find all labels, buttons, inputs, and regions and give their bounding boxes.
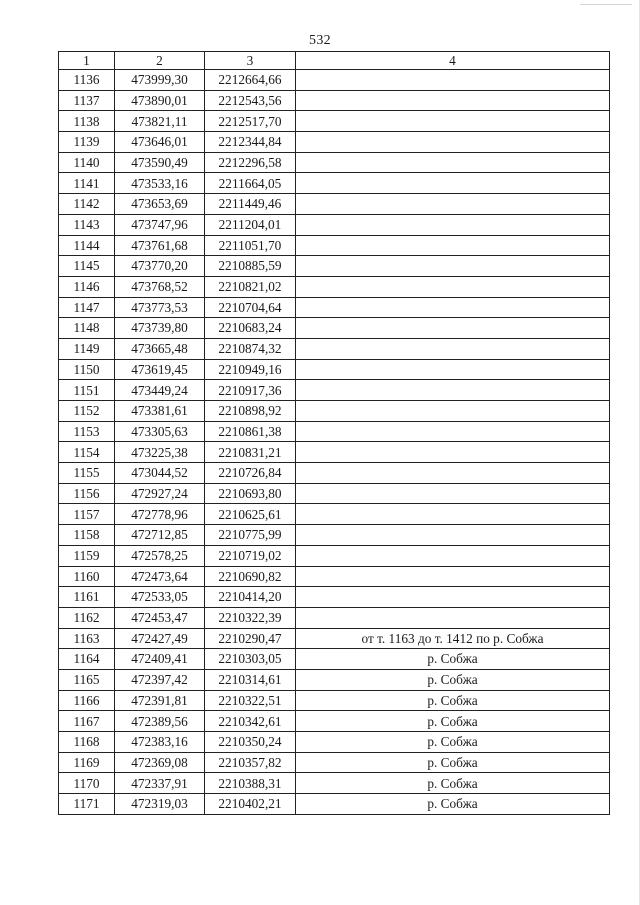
x-coordinate-cell: 473747,96 xyxy=(115,214,205,235)
point-number-cell: 1171 xyxy=(59,794,115,815)
point-number-cell: 1166 xyxy=(59,690,115,711)
point-number-cell: 1152 xyxy=(59,401,115,422)
description-cell: р. Собжа xyxy=(296,690,610,711)
table-row xyxy=(59,338,610,359)
coordinates-table xyxy=(58,51,610,815)
y-coordinate-cell: 2212344,84 xyxy=(205,132,296,153)
table-row xyxy=(59,504,610,525)
y-coordinate-cell: 2210357,82 xyxy=(205,752,296,773)
y-coordinate-cell: 2210831,21 xyxy=(205,442,296,463)
description-cell xyxy=(296,90,610,111)
x-coordinate-cell: 473533,16 xyxy=(115,173,205,194)
x-coordinate-cell: 472453,47 xyxy=(115,607,205,628)
table-row xyxy=(59,607,610,628)
x-coordinate-cell: 473890,01 xyxy=(115,90,205,111)
description-cell xyxy=(296,318,610,339)
page-number: 532 xyxy=(309,33,331,48)
y-coordinate-cell: 2211449,46 xyxy=(205,194,296,215)
y-coordinate-cell: 2210690,82 xyxy=(205,566,296,587)
x-coordinate-cell: 472383,16 xyxy=(115,732,205,753)
header-row xyxy=(59,52,610,70)
point-number-cell: 1159 xyxy=(59,545,115,566)
y-coordinate-cell: 2210861,38 xyxy=(205,421,296,442)
description-cell xyxy=(296,504,610,525)
description-cell xyxy=(296,276,610,297)
point-number-cell: 1155 xyxy=(59,463,115,484)
x-coordinate-cell: 473225,38 xyxy=(115,442,205,463)
table-row xyxy=(59,214,610,235)
x-coordinate-cell: 473665,48 xyxy=(115,338,205,359)
description-cell xyxy=(296,256,610,277)
table-row xyxy=(59,359,610,380)
point-number-cell: 1137 xyxy=(59,90,115,111)
y-coordinate-cell: 2210290,47 xyxy=(205,628,296,649)
x-coordinate-cell: 472578,25 xyxy=(115,545,205,566)
y-coordinate-cell: 2210693,80 xyxy=(205,483,296,504)
y-coordinate-cell: 2210683,24 xyxy=(205,318,296,339)
point-number-cell: 1164 xyxy=(59,649,115,670)
y-coordinate-cell: 2210322,39 xyxy=(205,607,296,628)
y-coordinate-cell: 2210314,61 xyxy=(205,669,296,690)
y-coordinate-cell: 2210885,59 xyxy=(205,256,296,277)
x-coordinate-cell: 472319,03 xyxy=(115,794,205,815)
table-body xyxy=(59,70,610,815)
x-coordinate-cell: 472427,49 xyxy=(115,628,205,649)
x-coordinate-cell: 472389,56 xyxy=(115,711,205,732)
y-coordinate-cell: 2210303,05 xyxy=(205,649,296,670)
header-col-2: 2 xyxy=(115,52,205,70)
y-coordinate-cell: 2210949,16 xyxy=(205,359,296,380)
description-cell: р. Собжа xyxy=(296,669,610,690)
point-number-cell: 1154 xyxy=(59,442,115,463)
y-coordinate-cell: 2210322,51 xyxy=(205,690,296,711)
description-cell xyxy=(296,152,610,173)
table-row xyxy=(59,90,610,111)
y-coordinate-cell: 2211664,05 xyxy=(205,173,296,194)
description-cell xyxy=(296,525,610,546)
point-number-cell: 1138 xyxy=(59,111,115,132)
y-coordinate-cell: 2211051,70 xyxy=(205,235,296,256)
y-coordinate-cell: 2210414,20 xyxy=(205,587,296,608)
table-row xyxy=(59,235,610,256)
point-number-cell: 1170 xyxy=(59,773,115,794)
header-col-3: 3 xyxy=(205,52,296,70)
description-cell xyxy=(296,587,610,608)
point-number-cell: 1165 xyxy=(59,669,115,690)
point-number-cell: 1168 xyxy=(59,732,115,753)
point-number-cell: 1153 xyxy=(59,421,115,442)
table-row xyxy=(59,256,610,277)
table-row xyxy=(59,628,610,649)
description-cell xyxy=(296,463,610,484)
x-coordinate-cell: 472533,05 xyxy=(115,587,205,608)
table-row xyxy=(59,111,610,132)
point-number-cell: 1163 xyxy=(59,628,115,649)
description-cell xyxy=(296,442,610,463)
point-number-cell: 1157 xyxy=(59,504,115,525)
y-coordinate-cell: 2211204,01 xyxy=(205,214,296,235)
table-row xyxy=(59,794,610,815)
description-cell xyxy=(296,297,610,318)
point-number-cell: 1150 xyxy=(59,359,115,380)
description-cell xyxy=(296,70,610,91)
y-coordinate-cell: 2210388,31 xyxy=(205,773,296,794)
point-number-cell: 1146 xyxy=(59,276,115,297)
table-row xyxy=(59,732,610,753)
point-number-cell: 1144 xyxy=(59,235,115,256)
table-row xyxy=(59,711,610,732)
point-number-cell: 1161 xyxy=(59,587,115,608)
description-cell: р. Собжа xyxy=(296,773,610,794)
x-coordinate-cell: 473768,52 xyxy=(115,276,205,297)
y-coordinate-cell: 2210402,21 xyxy=(205,794,296,815)
table-row xyxy=(59,690,610,711)
y-coordinate-cell: 2210874,32 xyxy=(205,338,296,359)
table-row xyxy=(59,483,610,504)
point-number-cell: 1141 xyxy=(59,173,115,194)
x-coordinate-cell: 473770,20 xyxy=(115,256,205,277)
x-coordinate-cell: 472369,08 xyxy=(115,752,205,773)
x-coordinate-cell: 473773,53 xyxy=(115,297,205,318)
table-row xyxy=(59,525,610,546)
x-coordinate-cell: 473739,80 xyxy=(115,318,205,339)
y-coordinate-cell: 2210704,64 xyxy=(205,297,296,318)
x-coordinate-cell: 473381,61 xyxy=(115,401,205,422)
header-col-4: 4 xyxy=(296,52,610,70)
x-coordinate-cell: 473761,68 xyxy=(115,235,205,256)
description-cell xyxy=(296,483,610,504)
point-number-cell: 1145 xyxy=(59,256,115,277)
description-cell xyxy=(296,607,610,628)
x-coordinate-cell: 472337,91 xyxy=(115,773,205,794)
x-coordinate-cell: 472391,81 xyxy=(115,690,205,711)
table-row xyxy=(59,152,610,173)
x-coordinate-cell: 472409,41 xyxy=(115,649,205,670)
point-number-cell: 1136 xyxy=(59,70,115,91)
x-coordinate-cell: 473999,30 xyxy=(115,70,205,91)
y-coordinate-cell: 2210898,92 xyxy=(205,401,296,422)
x-coordinate-cell: 473590,49 xyxy=(115,152,205,173)
x-coordinate-cell: 472473,64 xyxy=(115,566,205,587)
table-row xyxy=(59,380,610,401)
description-cell xyxy=(296,173,610,194)
x-coordinate-cell: 472927,24 xyxy=(115,483,205,504)
table-row xyxy=(59,173,610,194)
table-row xyxy=(59,132,610,153)
table-row xyxy=(59,70,610,91)
table-row xyxy=(59,401,610,422)
x-coordinate-cell: 473653,69 xyxy=(115,194,205,215)
y-coordinate-cell: 2212543,56 xyxy=(205,90,296,111)
table-row xyxy=(59,421,610,442)
y-coordinate-cell: 2210625,61 xyxy=(205,504,296,525)
point-number-cell: 1142 xyxy=(59,194,115,215)
y-coordinate-cell: 2210719,02 xyxy=(205,545,296,566)
table-row xyxy=(59,649,610,670)
x-coordinate-cell: 473305,63 xyxy=(115,421,205,442)
x-coordinate-cell: 472778,96 xyxy=(115,504,205,525)
x-coordinate-cell: 473449,24 xyxy=(115,380,205,401)
point-number-cell: 1156 xyxy=(59,483,115,504)
point-number-cell: 1147 xyxy=(59,297,115,318)
x-coordinate-cell: 473619,45 xyxy=(115,359,205,380)
point-number-cell: 1140 xyxy=(59,152,115,173)
table-row xyxy=(59,318,610,339)
y-coordinate-cell: 2212664,66 xyxy=(205,70,296,91)
point-number-cell: 1160 xyxy=(59,566,115,587)
x-coordinate-cell: 473646,01 xyxy=(115,132,205,153)
point-number-cell: 1148 xyxy=(59,318,115,339)
point-number-cell: 1167 xyxy=(59,711,115,732)
description-cell: р. Собжа xyxy=(296,711,610,732)
table-row xyxy=(59,297,610,318)
description-cell xyxy=(296,380,610,401)
y-coordinate-cell: 2212296,58 xyxy=(205,152,296,173)
description-cell xyxy=(296,132,610,153)
table-row xyxy=(59,773,610,794)
point-number-cell: 1169 xyxy=(59,752,115,773)
table-row xyxy=(59,566,610,587)
table-row xyxy=(59,463,610,484)
description-cell: р. Собжа xyxy=(296,794,610,815)
table-row xyxy=(59,545,610,566)
x-coordinate-cell: 472712,85 xyxy=(115,525,205,546)
point-number-cell: 1151 xyxy=(59,380,115,401)
description-cell xyxy=(296,401,610,422)
description-cell: р. Собжа xyxy=(296,732,610,753)
description-cell: р. Собжа xyxy=(296,752,610,773)
table-row xyxy=(59,194,610,215)
header-col-1: 1 xyxy=(59,52,115,70)
description-cell xyxy=(296,111,610,132)
x-coordinate-cell: 472397,42 xyxy=(115,669,205,690)
x-coordinate-cell: 473821,11 xyxy=(115,111,205,132)
point-number-cell: 1139 xyxy=(59,132,115,153)
y-coordinate-cell: 2210342,61 xyxy=(205,711,296,732)
y-coordinate-cell: 2210821,02 xyxy=(205,276,296,297)
description-cell xyxy=(296,214,610,235)
y-coordinate-cell: 2210917,36 xyxy=(205,380,296,401)
table-row xyxy=(59,669,610,690)
table-row xyxy=(59,276,610,297)
x-coordinate-cell: 473044,52 xyxy=(115,463,205,484)
description-cell xyxy=(296,194,610,215)
description-cell: от т. 1163 до т. 1412 по р. Собжа xyxy=(296,628,610,649)
y-coordinate-cell: 2210726,84 xyxy=(205,463,296,484)
y-coordinate-cell: 2210350,24 xyxy=(205,732,296,753)
description-cell xyxy=(296,338,610,359)
point-number-cell: 1149 xyxy=(59,338,115,359)
table-row xyxy=(59,752,610,773)
description-cell: р. Собжа xyxy=(296,649,610,670)
description-cell xyxy=(296,359,610,380)
description-cell xyxy=(296,421,610,442)
point-number-cell: 1143 xyxy=(59,214,115,235)
table-row xyxy=(59,442,610,463)
y-coordinate-cell: 2210775,99 xyxy=(205,525,296,546)
table-row xyxy=(59,587,610,608)
description-cell xyxy=(296,545,610,566)
description-cell xyxy=(296,566,610,587)
scan-corner-mark xyxy=(580,4,632,5)
y-coordinate-cell: 2212517,70 xyxy=(205,111,296,132)
point-number-cell: 1162 xyxy=(59,607,115,628)
description-cell xyxy=(296,235,610,256)
point-number-cell: 1158 xyxy=(59,525,115,546)
